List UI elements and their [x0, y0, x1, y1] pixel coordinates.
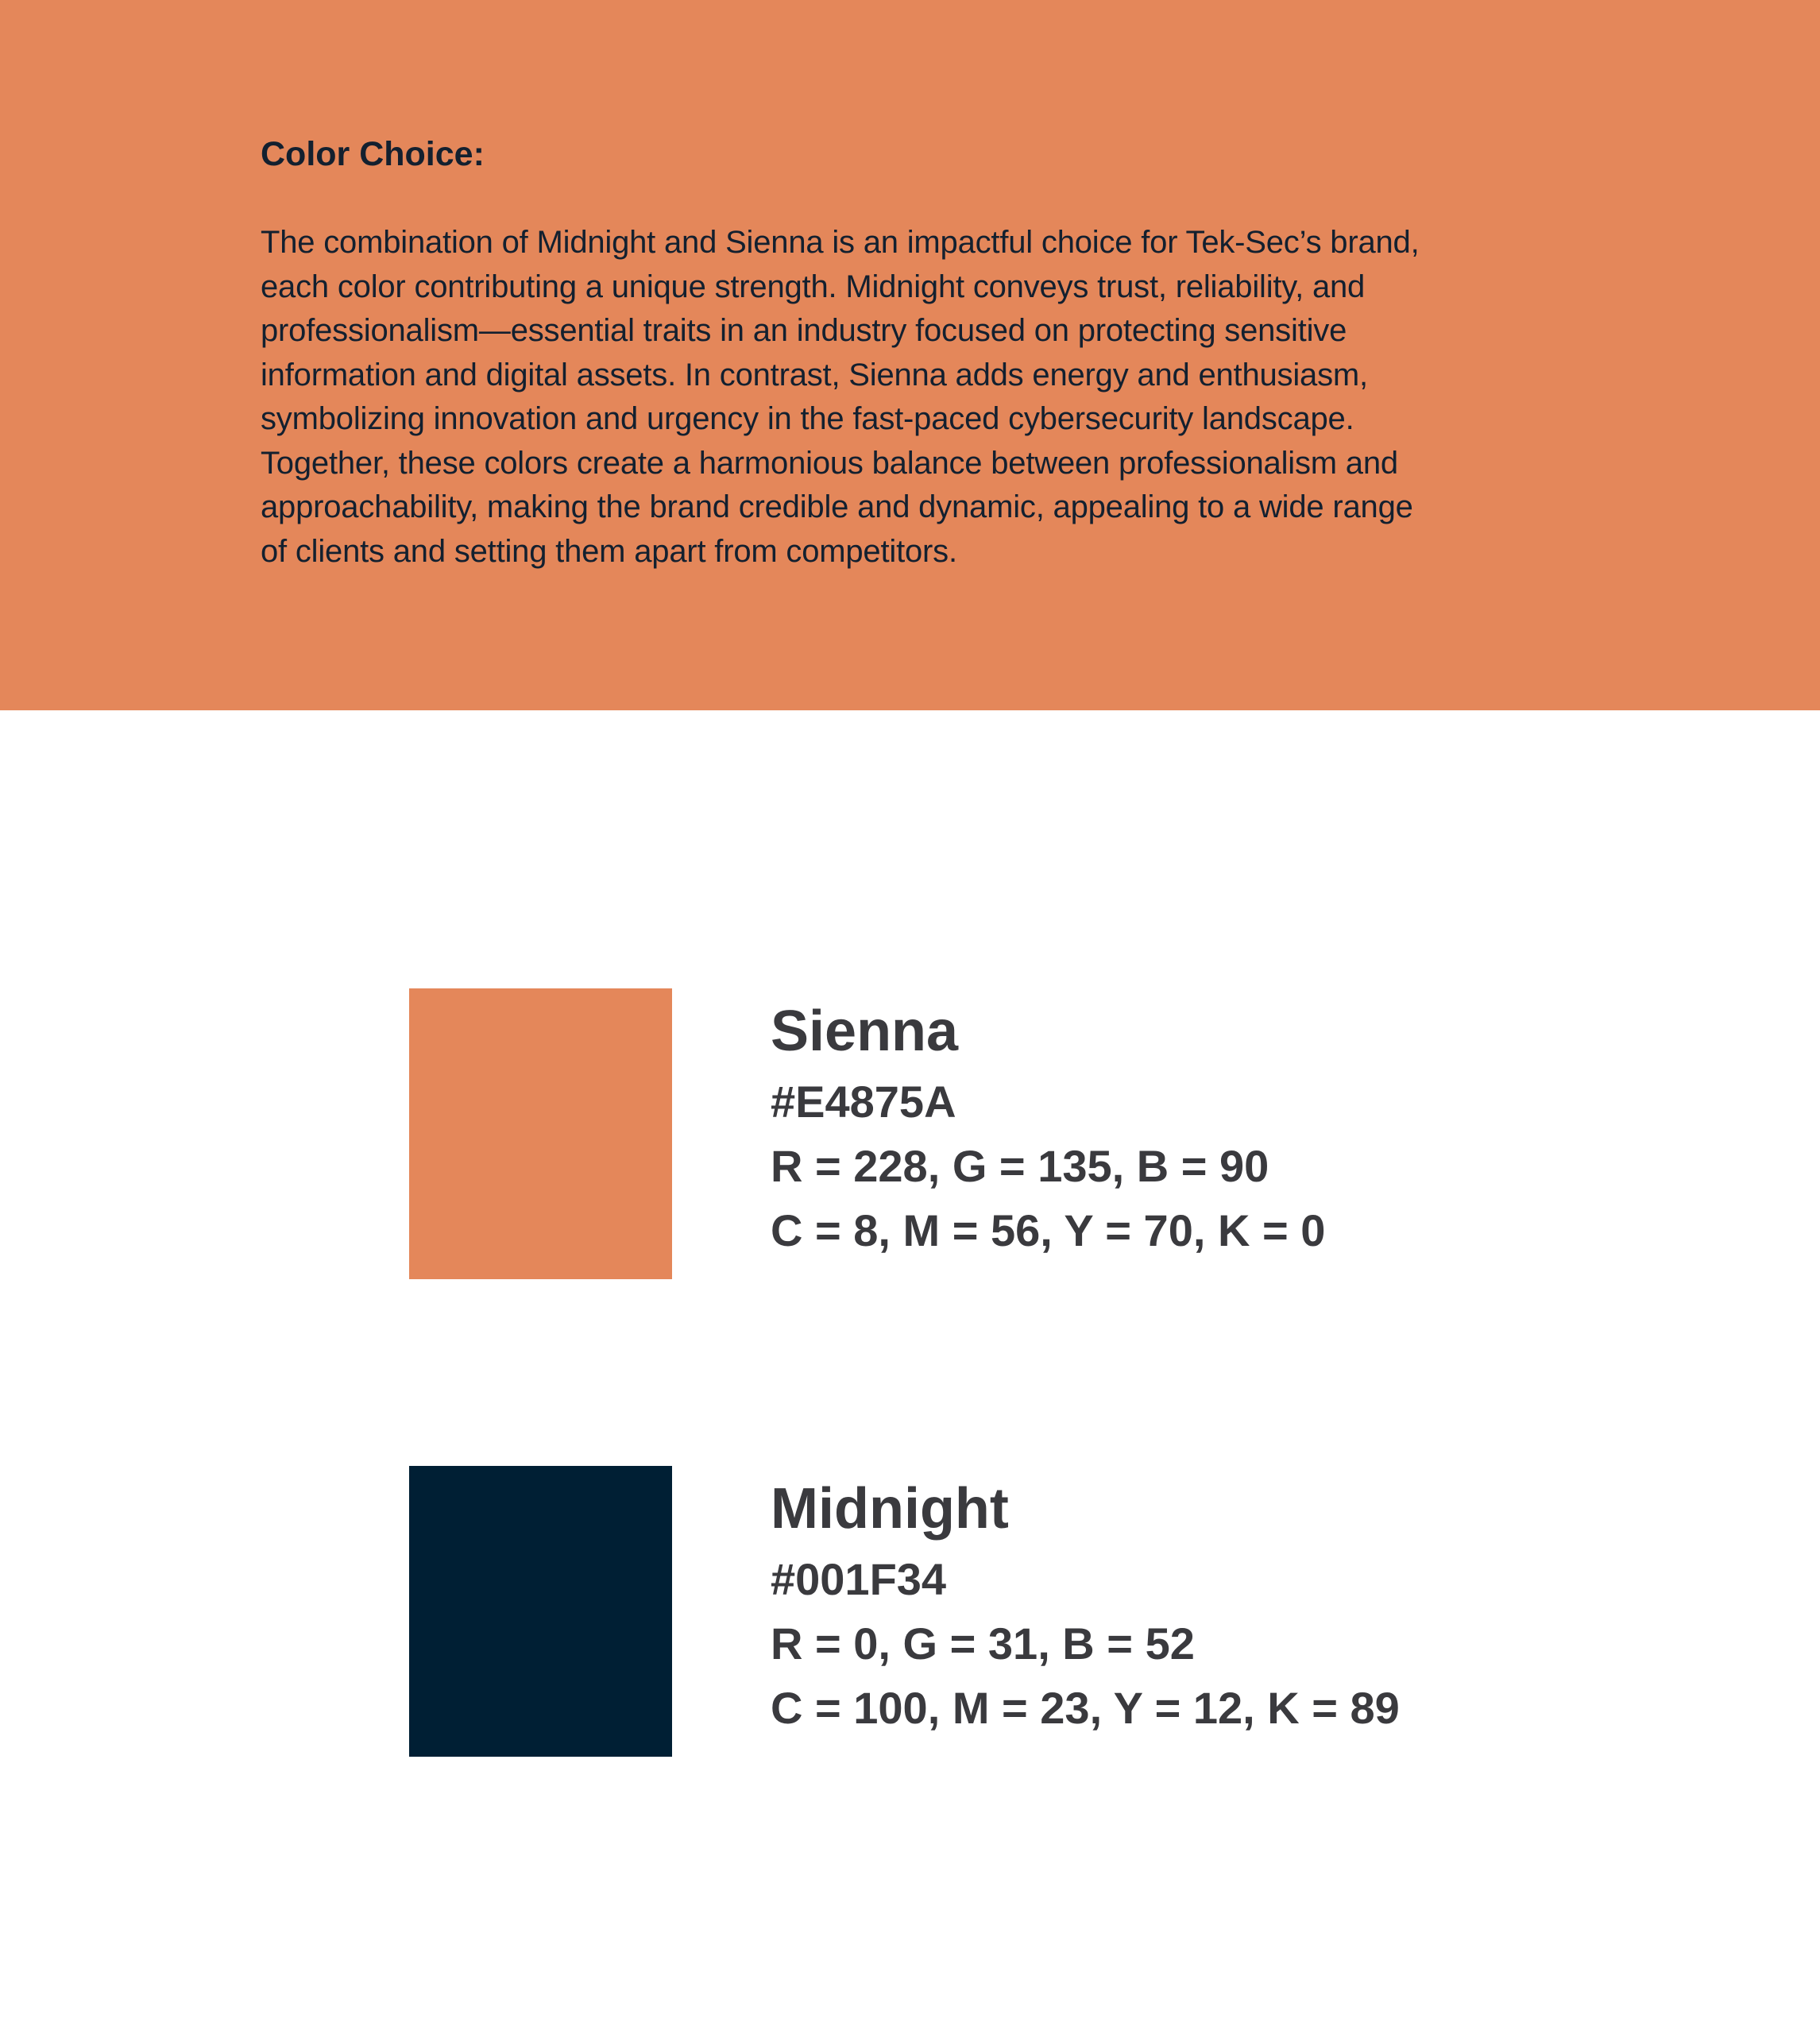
sienna-info [771, 993, 1325, 1263]
paragraph-line: professionalism—essential traits in an industry focused on protecting sensitive [261, 313, 1347, 348]
midnight-swatch [409, 1466, 672, 1757]
paragraph-line: Together, these colors create a harmonious balance between professionalism and [261, 445, 1398, 481]
color-hex: #E4875A [771, 1077, 956, 1127]
paragraph-line: of clients and setting them apart from competitors. [261, 533, 957, 569]
color-hex: #001F34 [771, 1554, 947, 1604]
color-name: Sienna [771, 1000, 959, 1063]
paragraph-line: each color contributing a unique strength. Midnight conveys trust, reliability, and [261, 269, 1366, 304]
midnight-info [771, 1471, 1400, 1740]
color-name: Midnight [771, 1477, 1009, 1541]
intro-band [0, 0, 1820, 710]
color-cmyk: C = 100, M = 23, Y = 12, K = 89 [771, 1683, 1400, 1733]
paragraph-line: The combination of Midnight and Sienna is an impactful choice for Tek-Sec’s brand, [261, 225, 1420, 260]
sienna-swatch [409, 988, 672, 1279]
color-cmyk: C = 8, M = 56, Y = 70, K = 0 [771, 1205, 1326, 1255]
paragraph-line: approachability, making the brand credible and dynamic, appealing to a wide range [261, 489, 1413, 524]
color-choice-heading: Color Choice: [261, 135, 485, 173]
color-rgb: R = 0, G = 31, B = 52 [771, 1618, 1195, 1669]
paragraph-line: symbolizing innovation and urgency in the fast-paced cybersecurity landscape. [261, 401, 1354, 436]
color-rgb: R = 228, G = 135, B = 90 [771, 1141, 1269, 1191]
color-choice-paragraph [261, 221, 1595, 574]
paragraph-line: information and digital assets. In contrast, Sienna adds energy and enthusiasm, [261, 357, 1368, 392]
